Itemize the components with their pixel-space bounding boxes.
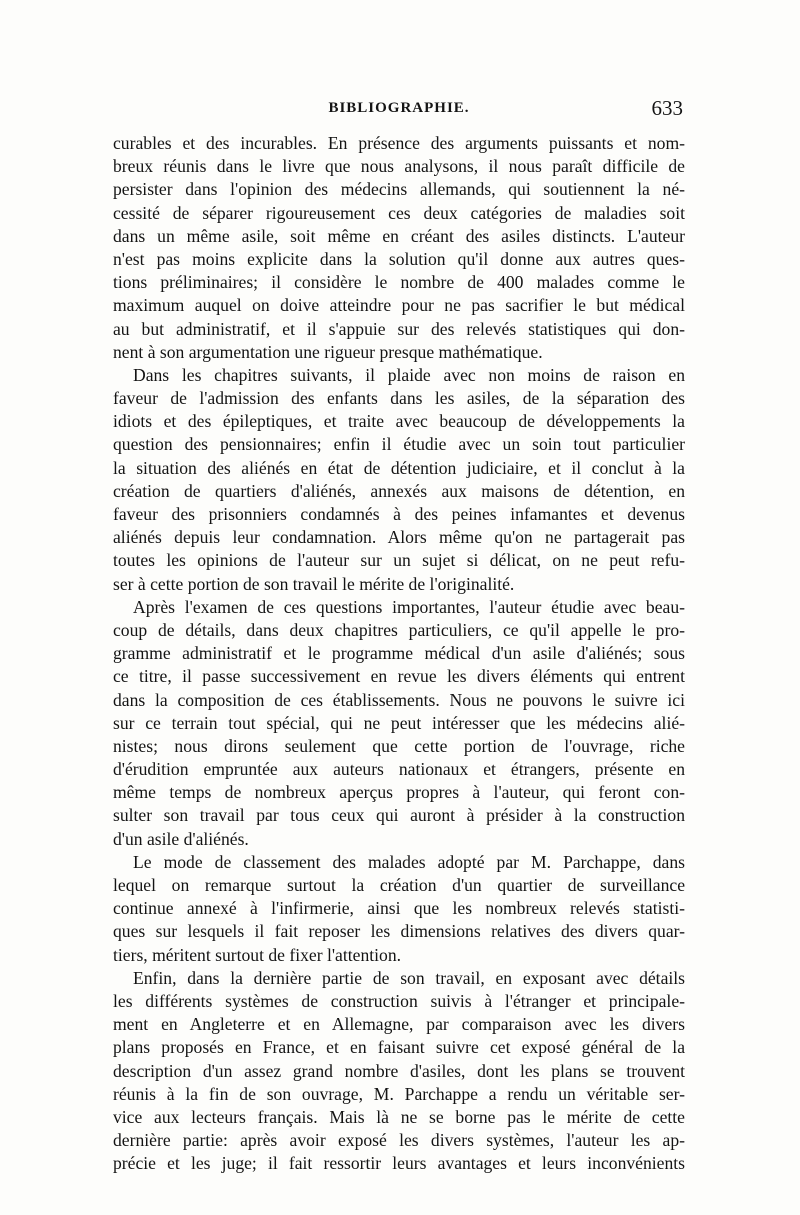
text-line: faveur des prisonniers condamnés à des peines infamantes et devenus	[113, 504, 685, 524]
paragraph-first-line: Après l'examen de ces questions importantes, l'auteur étudie avec beau-	[133, 596, 685, 617]
text-line: tiers, méritent surtout de fixer l'attention.	[113, 944, 402, 965]
text-line: n'est pas moins explicite dans la solution qu'il donne aux autres ques-	[113, 248, 685, 269]
text-line: question des pensionnaires; enfin il étudie avec un soin tout particulier	[113, 434, 685, 455]
text-line: nent à son argumentation une rigueur presque mathématique.	[113, 341, 543, 362]
text-line: persister dans l'opinion des médecins allemands, qui soutiennent la né-	[113, 179, 685, 200]
text-line: aliénés depuis leur condamnation. Alors même qu'on ne partagerait pas	[113, 527, 685, 548]
paragraph-first-line: Enfin, dans la dernière partie de son travail, en exposant avec détails	[133, 967, 685, 988]
text-line: toutes les opinions de l'auteur sur un sujet si délicat, on ne peut refu-	[113, 550, 685, 571]
text-line: sur ce terrain tout spécial, qui ne peut intéresser que les médecins alié-	[113, 712, 685, 733]
text-line: d'un asile d'aliénés.	[113, 828, 249, 849]
text-line: sulter son travail par tous ceux qui auront à présider à la construction	[113, 805, 685, 826]
paragraph-first-line: Dans les chapitres suivants, il plaide avec non moins de raison en	[133, 364, 685, 385]
body-text	[113, 132, 685, 1175]
text-line: tions préliminaires; il considère le nombre de 400 malades comme le	[113, 272, 685, 293]
page-number: 633	[651, 96, 683, 120]
text-line: ques sur lesquels il fait reposer les dimensions relatives des divers quar-	[113, 921, 685, 942]
text-line: les différents systèmes de construction suivis à l'étranger et principale-	[113, 990, 685, 1011]
paragraph-first-line: Le mode de classement des malades adopté par M. Parchappe, dans	[133, 851, 685, 872]
text-line: ment en Angleterre et en Allemagne, par comparaison avec les divers	[113, 1014, 685, 1035]
text-line: idiots et des épileptiques, et traite avec beaucoup de développements la	[113, 411, 685, 432]
text-line: ce titre, il passe successivement en revue les divers éléments qui entrent	[113, 666, 685, 687]
text-line: dans un même asile, soit même en créant des asiles distincts. L'auteur	[113, 225, 685, 246]
text-line: curables et des incurables. En présence des arguments puissants et nom-	[113, 133, 685, 153]
text-line: faveur de l'admission des enfants dans les asiles, de la séparation des	[113, 388, 685, 409]
text-line: vice aux lecteurs français. Mais là ne se borne pas le mérite de cette	[113, 1106, 685, 1127]
text-line: gramme administratif et le programme médical d'un asile d'aliénés; sous	[113, 643, 685, 664]
text-line: plans proposés en France, et en faisant suivre cet exposé général de la	[113, 1037, 685, 1058]
text-line: dans la composition de ces établissements. Nous ne pouvons le suivre ici	[113, 689, 685, 710]
text-line: au but administratif, et il s'appuie sur des relevés statistiques qui don-	[113, 318, 685, 339]
text-line: description d'un assez grand nombre d'asiles, dont les plans se trouvent	[113, 1060, 685, 1081]
text-line: d'érudition empruntée aux auteurs nationaux et étrangers, présente en	[113, 759, 685, 780]
text-line: même temps de nombreux aperçus propres à l'auteur, qui feront con-	[113, 782, 685, 803]
text-line: création de quartiers d'aliénés, annexés aux maisons de détention, en	[113, 480, 685, 501]
text-line: dernière partie: après avoir exposé les divers systèmes, l'auteur les ap-	[113, 1130, 685, 1151]
text-line: breux réunis dans le livre que nous analysons, il nous paraît difficile de	[113, 156, 685, 177]
text-line: la situation des aliénés en état de détention judiciaire, et il conclut à la	[113, 457, 685, 478]
text-line: continue annexé à l'infirmerie, ainsi que les nombreux relevés statisti-	[113, 898, 685, 919]
text-line: cessité de séparer rigoureusement ces deux catégories de maladies soit	[113, 202, 685, 223]
running-head	[113, 98, 685, 122]
text-line: nistes; nous dirons seulement que cette portion de l'ouvrage, riche	[113, 735, 685, 756]
running-title: BIBLIOGRAPHIE.	[328, 100, 470, 116]
text-line: coup de détails, dans deux chapitres particuliers, ce qu'il appelle le pro-	[113, 619, 685, 640]
text-line: réunis à la fin de son ouvrage, M. Parchappe a rendu un véritable ser-	[113, 1083, 685, 1104]
text-line: lequel on remarque surtout la création d'un quartier de surveillance	[113, 875, 685, 895]
text-line: maximum auquel on doive atteindre pour ne pas sacrifier le but médical	[113, 295, 685, 316]
text-line: ser à cette portion de son travail le mérite de l'originalité.	[113, 573, 515, 594]
text-line: précie et les juge; il fait ressortir leurs avantages et leurs inconvénients	[113, 1153, 685, 1174]
